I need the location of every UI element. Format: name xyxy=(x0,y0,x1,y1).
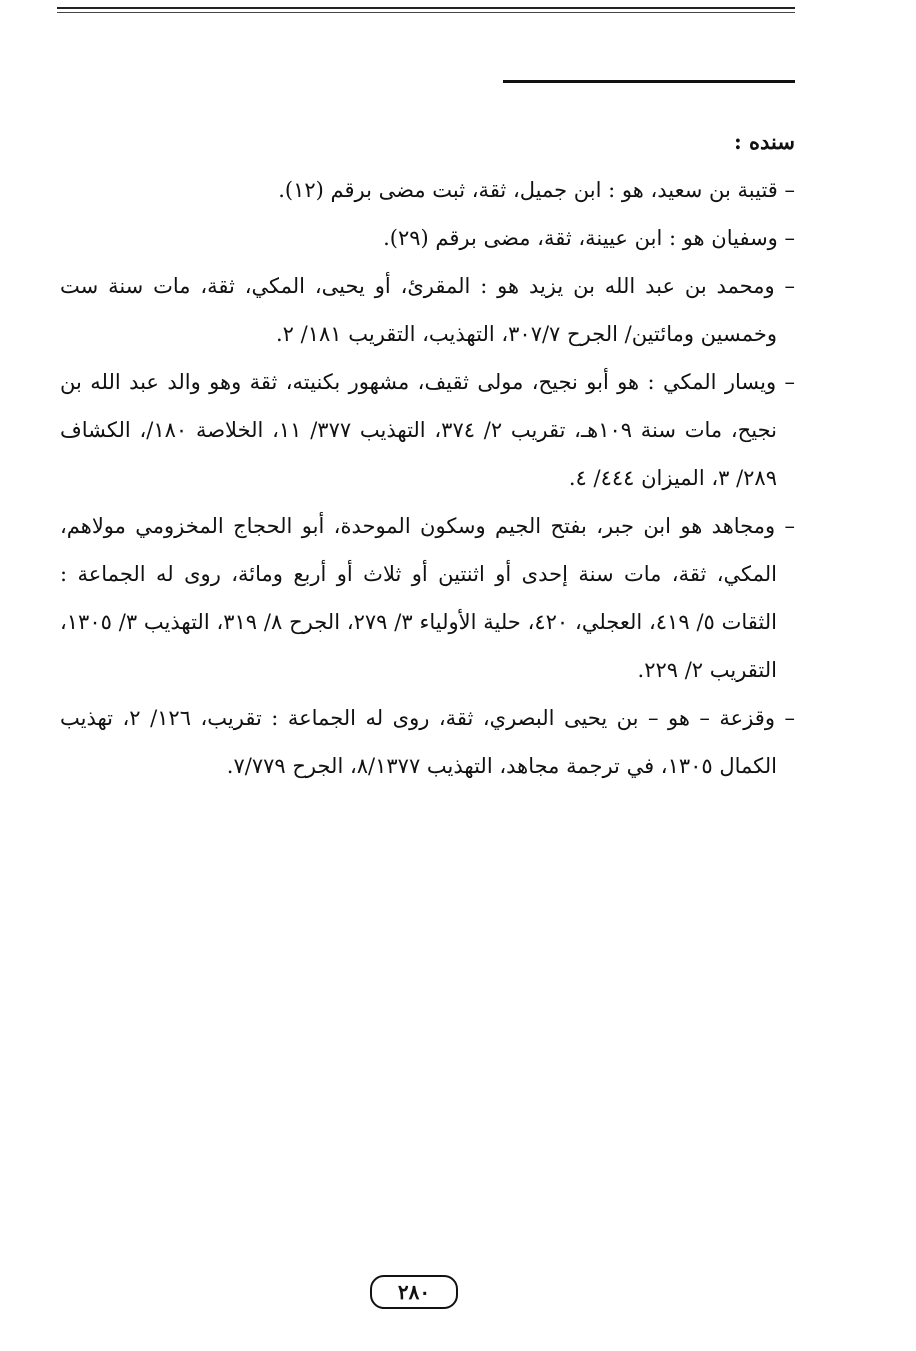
page-number: ٢٨٠ xyxy=(370,1275,458,1309)
entry-muhammad: – ومحمد بن عبد الله بن يزيد هو : المقرئ، أو يحيى، المكي، ثقة، مات سنة ست وخمسين ومائتين/ الجرح ٣٠٧/٧، التهذيب، التقريب ١٨١/ ٢. xyxy=(60,274,795,346)
section-rule xyxy=(503,80,795,83)
entry-qazaah: – وقزعة – هو – بن يحيى البصري، ثقة، روى له الجماعة : تقريب، ١٢٦/ ٢، تهذيب الكمال ١٣٠٥، في ترجمة مجاهد، التهذيب ٨/١٣٧٧، الجرح ٧/٧٧٩. xyxy=(60,706,795,778)
entry-sufyan: – وسفيان هو : ابن عيينة، ثقة، مضى برقم (٢٩). xyxy=(383,226,795,250)
section-heading: سنده : xyxy=(733,129,795,154)
entry-yasar: – ويسار المكي : هو أبو نجيح، مولى ثقيف، مشهور بكنيته، ثقة وهو والد عبد الله بن نجيح، مات سنة ١٠٩هـ، تقريب ٢/ ٣٧٤، التهذيب ٣٧٧/ ١١، الخلاصة ١٨٠/، الكشاف ٢٨٩/ ٣، الميزان ٤٤٤/ ٤. xyxy=(60,370,795,490)
entry-mujahid: – ومجاهد هو ابن جبر، بفتح الجيم وسكون الموحدة، أبو الحجاج المخزومي مولاهم، المكي، ثقة، مات سنة إحدى أو اثنتين أو ثلاث أو أربع ومائة، روى له الجماعة : الثقات ٥/ ٤١٩، العجلي، ٤٢٠، حلية الأولياء ٣/ ٢٧٩، الجرح ٨/ ٣١٩، التهذيب ٣/ ١٣٠٥، التقريب ٢/ ٢٢٩. xyxy=(60,514,795,682)
entry-qutaybah: – قتيبة بن سعيد، هو : ابن جميل، ثقة، ثبت مضى برقم (١٢). xyxy=(278,178,795,202)
top-rule xyxy=(57,7,795,9)
body-text xyxy=(60,118,795,790)
top-rule-thin xyxy=(57,12,795,13)
